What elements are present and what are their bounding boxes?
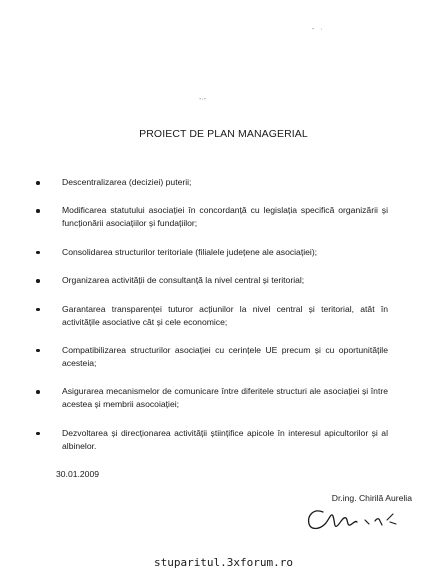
bullet-icon xyxy=(36,251,40,255)
list-item xyxy=(36,385,388,411)
list-item xyxy=(36,204,388,230)
list-item-text: Modificarea statutului asociației în concordanță cu legislația specifică organizării și funcționării asociațiilor și fundațiilor; xyxy=(62,205,388,229)
scan-speck: - · xyxy=(312,26,325,33)
document-title: PROIECT DE PLAN MANAGERIAL xyxy=(139,128,308,140)
scan-speck: -·- xyxy=(199,96,206,103)
list-item-text: Garantarea transparenței tuturor acțiunilor la nivel central și teritorial, atât în activitățile asociative cât și cele economice; xyxy=(62,303,388,327)
bullet-icon xyxy=(36,390,40,394)
bullet-list xyxy=(36,176,388,468)
list-item xyxy=(36,246,388,259)
document-date: 30.01.2009 xyxy=(56,469,100,479)
bullet-icon xyxy=(36,432,40,436)
list-item-text: Descentralizarea (deciziei) puterii; xyxy=(62,177,192,187)
site-watermark: stuparitul.3xforum.ro xyxy=(153,556,294,569)
list-item xyxy=(36,176,388,189)
list-item xyxy=(36,427,388,453)
list-item xyxy=(36,303,388,329)
list-item-text: Asigurarea mecanismelor de comunicare între diferitele structuri ale asociației și între acestea și membrii asocoiației; xyxy=(62,386,388,410)
list-item-text: Compatibilizarea structurilor asociației cu cerințele UE precum și cu oportunitățile acesteia; xyxy=(62,344,388,368)
list-item xyxy=(36,274,388,287)
bullet-icon xyxy=(36,349,40,353)
bullet-icon xyxy=(36,308,40,312)
signature-icon xyxy=(303,502,403,536)
author-name: Dr.ing. Chirilă Aurelia xyxy=(331,493,412,503)
list-item xyxy=(36,344,388,370)
bullet-icon xyxy=(36,209,40,213)
bullet-icon xyxy=(36,279,40,283)
bullet-icon xyxy=(36,181,40,185)
list-item-text: Consolidarea structurilor teritoriale (filialele județene ale asociației); xyxy=(62,246,318,257)
list-item-text: Organizarea activității de consultanță la nivel central și teritorial; xyxy=(62,275,305,286)
list-item-text: Dezvoltarea și direcționarea activității științifice apicole în interesul apicultorilor și al albinelor. xyxy=(62,427,388,451)
